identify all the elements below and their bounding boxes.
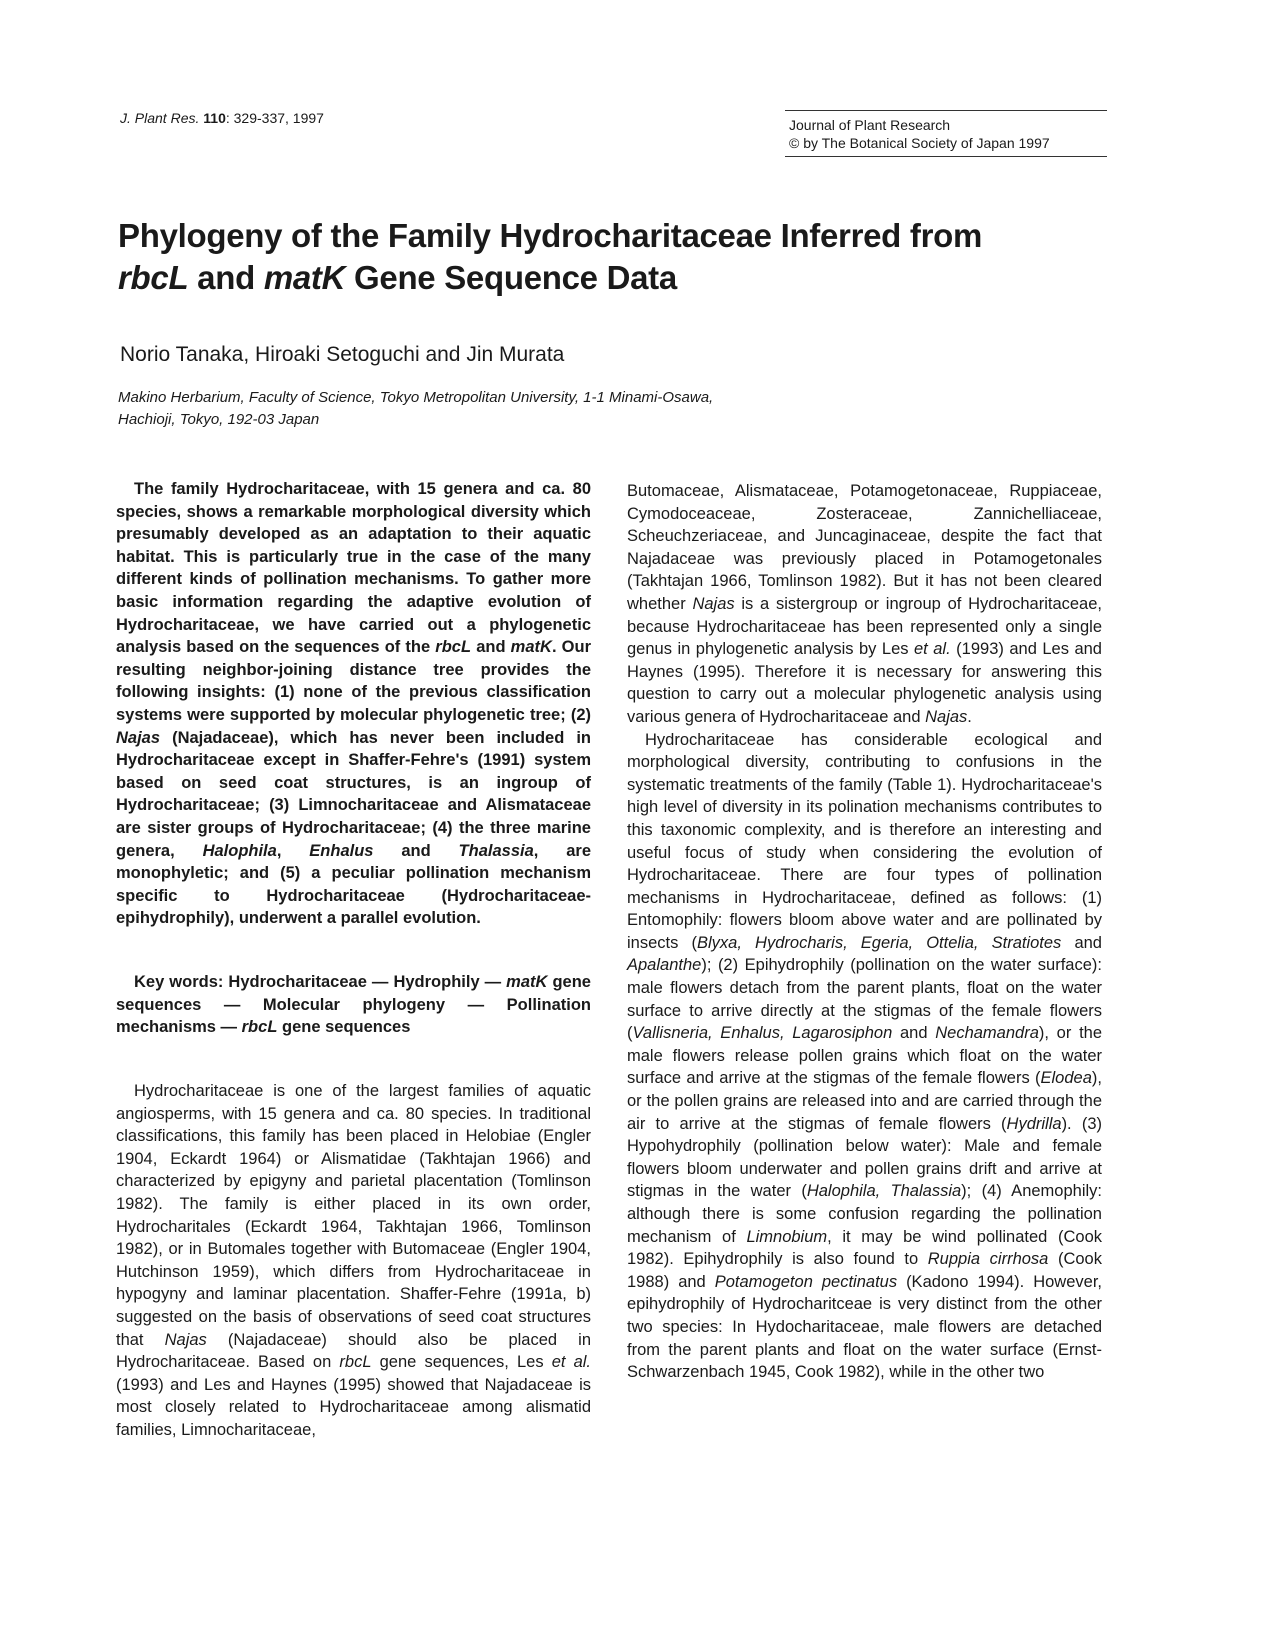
journal-info-box <box>785 110 1107 157</box>
title-and: and <box>188 259 264 296</box>
keywords-paragraph: Key words: Hydrocharitaceae — Hydrophily — matK gene sequences — Molecular phylogeny — Pollination mechanisms — rbcL gene sequences <box>116 973 591 1037</box>
title-line-1: Phylogeny of the Family Hydrocharitaceae Inferred from <box>118 217 983 254</box>
abstract-paragraph: The family Hydrocharitaceae, with 15 genera and ca. 80 species, shows a remarkable morphological diversity which presumably developed as an adaptation to their aquatic habitat. This is particularly true in the case of the many different kinds of pollination mechanisms. To gather more basic information regarding the adaptive evolution of Hydrocharitaceae, we have carried out a phylogenetic analysis based on the sequences of the rbcL and matK. Our resulting neighbor-joining distance tree provides the following insights: (1) none of the previous classification systems were supported by molecular phylogenetic tree; (2) Najas (Najadaceae), which has never been included in Hydrocharitaceae except in Shaffer-Fehre's (1991) system based on seed coat structures, is an ingroup of Hydrocharitaceae; (3) Limnocharitaceae and Alismataceae are sister groups of Hydrocharitaceae; (4) the three marine genera, Halophila, Enhalus and Thalassia, are monophyletic; and (5) a peculiar pollination mechanism specific to Hydrocharitaceae (Hydrocharitaceae-epihydrophily), underwent a parallel evolution. <box>116 480 591 928</box>
citation-journal: J. Plant Res. <box>120 110 200 126</box>
affiliation-line-2: Hachioji, Tokyo, 192-03 Japan <box>118 411 320 428</box>
intro-paragraph-continued: Butomaceae, Alismataceae, Potamogetonaceae, Ruppiaceae, Cymodoceaceae, Zosteraceae, Zannichelliaceae, Scheuchzeriaceae, and Juncaginaceae, despite the fact that Najadaceae was previously placed in Potamogetonales (Takhtajan 1966, Tomlinson 1982). But it has not been cleared whether Najas is a sistergroup or ingroup of Hydrocharitaceae, because Hydrocharitaceae has been represented only a single genus in phylogenetic analysis by Les et al. (1993) and Les and Haynes (1995). Therefore it is necessary for answering this question to carry out a molecular phylogenetic analysis using various genera of Hydrocharitaceae and Najas. <box>627 482 1102 726</box>
title-gene-matk: matK <box>263 259 346 296</box>
abstract <box>116 478 591 930</box>
paper-title <box>118 215 1118 299</box>
title-gene-rbcl: rbcL <box>118 259 189 296</box>
intro-paragraph-2: Hydrocharitaceae has considerable ecological and morphological diversity, contributing to confusions in the systematic treatments of the family (Table 1). Hydrocharitaceae's high level of diversity in its polination mechanisms contributes to this taxonomic complexity, and is therefore an interesting and useful focus of study when considering the evolution of Hydrocharitaceae. There are four types of pollination mechanisms in Hydrocharitaceae, defined as follows: (1) Entomophily: flowers bloom above water and are pollinated by insects (Blyxa, Hydrocharis, Egeria, Ottelia, Stratiotes and Apalanthe); (2) Epihydrophily (pollination on the water surface): male flowers detach from the parent plants, float on the water surface to arrive directly at the stigmas of the female flowers (Vallisneria, Enhalus, Lagarosiphon and Nechamandra), or the male flowers release pollen grains which float on the water surface and arrive at the stigmas of the female flowers (Elodea), or the pollen grains are released into and are carried through the air to arrive at the stigmas of female flowers (Hydrilla). (3) Hypohydrophily (pollination below water): Male and female flowers bloom underwater and pollen grains drift and arrive at stigmas in the water (Halophila, Thalassia); (4) Anemophily: although there is some confusion regarding the pollination mechanism of Limnobium, it may be wind pollinated (Cook 1982). Epihydrophily is also found to Ruppia cirrhosa (Cook 1988) and Potamogeton pectinatus (Kadono 1994). However, epihydrophily of Hydrocharitceae is very distinct from the other two species: In Hydocharitaceae, male flowers are detached from the parent plants and float on the water surface (Ernst-Schwarzenbach 1945, Cook 1982), while in the other two <box>627 730 1103 1382</box>
copyright-notice: © by The Botanical Society of Japan 1997 <box>789 135 1050 151</box>
title-line-2 <box>118 257 1118 299</box>
citation-volume: 110 <box>203 110 226 126</box>
journal-citation <box>120 110 324 126</box>
author-affiliation <box>118 387 918 431</box>
journal-name: Journal of Plant Research <box>789 117 951 133</box>
affiliation-line-1: Makino Herbarium, Faculty of Science, Tokyo Metropolitan University, 1-1 Minami-Osawa, <box>118 389 714 406</box>
citation-pages: : 329-337, 1997 <box>225 110 324 126</box>
keywords <box>116 971 591 1039</box>
introduction-left-column <box>116 1080 591 1442</box>
introduction-right-column <box>627 480 1102 1384</box>
title-end: Gene Sequence Data <box>345 259 677 296</box>
author-list: Norio Tanaka, Hiroaki Setoguchi and Jin Murata <box>120 343 565 366</box>
intro-paragraph-1: Hydrocharitaceae is one of the largest families of aquatic angiosperms, with 15 genera and ca. 80 species. In traditional classifications, this family has been placed in Helobiae (Engler 1904, Eckardt 1964) or Alismatidae (Takhtajan 1966) and characterized by epigyny and parietal placentation (Tomlinson 1982). The family is either placed in its own order, Hydrocharitales (Eckardt 1964, Takhtajan 1966, Tomlinson 1982), or in Butomales together with Butomaceae (Engler 1904, Hutchinson 1959), which differs from Hydrocharitaceae in hypogyny and laminar placentation. Shaffer-Fehre (1991a, b) suggested on the basis of observations of seed coat structures that Najas (Najadaceae) should also be placed in Hydrocharitaceae. Based on rbcL gene sequences, Les et al. (1993) and Les and Haynes (1995) showed that Najadaceae is most closely related to Hydrocharitaceae among alismatid families, Limnocharitaceae, <box>116 1082 592 1439</box>
